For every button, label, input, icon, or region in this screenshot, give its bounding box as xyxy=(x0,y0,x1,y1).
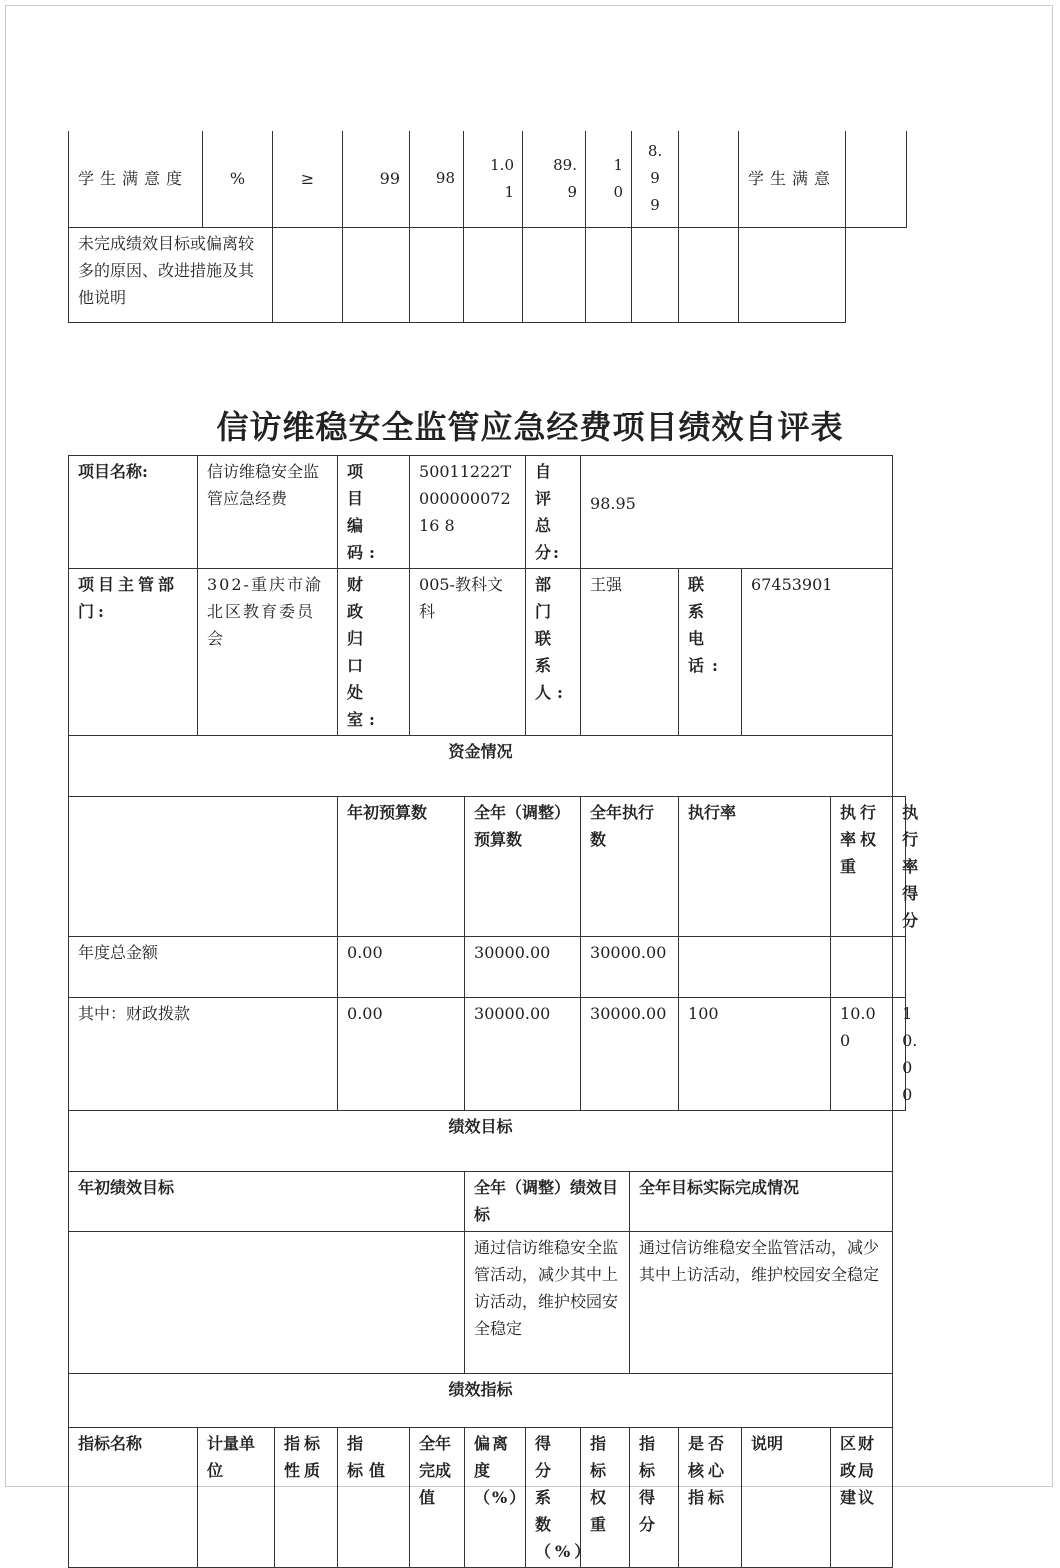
indicator-operator: ≥ xyxy=(273,131,343,227)
finance-office-value: 005-教科文科 xyxy=(410,569,526,736)
ind-header-coefficient: 得分系数（%） xyxy=(526,1428,581,1568)
ind-header-suggestion: 区财政局建议 xyxy=(831,1428,893,1568)
department-label: 项目主管部门: xyxy=(69,569,198,736)
project-name-label: 项目名称: xyxy=(69,456,198,569)
funds-row-label: 年度总金额 xyxy=(69,937,338,998)
self-score-value: 98.95 xyxy=(581,456,893,569)
ind-header-nature: 指标性质 xyxy=(275,1428,338,1568)
table-row xyxy=(69,131,907,227)
phone-value: 67453901 xyxy=(742,569,893,736)
page-title: 信访维稳安全监管应急经费项目绩效自评表 xyxy=(216,408,844,446)
funds-row-label: 其中：财政拨款 xyxy=(69,998,338,1111)
funds-section-header: 资金情况 xyxy=(69,736,893,797)
table-row xyxy=(69,569,906,736)
indicator-coefficient: 89.9 xyxy=(523,131,586,227)
funds-header-blank xyxy=(69,797,338,937)
table-row xyxy=(69,937,906,998)
funds-row-initial: 0.00 xyxy=(338,937,465,998)
remarks-cell xyxy=(632,227,679,322)
funds-row-executed: 30000.00 xyxy=(581,998,679,1111)
self-evaluation-table xyxy=(68,455,923,1568)
indicator-suggestion xyxy=(846,131,907,227)
indicator-actual: 98 xyxy=(410,131,464,227)
indicator-score: 8.99 xyxy=(632,131,679,227)
funds-header-rate: 执行率 xyxy=(679,797,831,937)
table-row xyxy=(69,1111,906,1172)
project-code-value: 50011222T00000007216 8 xyxy=(410,456,526,569)
ind-header-value: 指 标值 xyxy=(338,1428,410,1568)
goals-header-actual: 全年目标实际完成情况 xyxy=(630,1172,893,1232)
remarks-cell xyxy=(523,227,586,322)
indicators-section-header: 绩效指标 xyxy=(69,1374,893,1428)
goals-header-initial: 年初绩效目标 xyxy=(69,1172,465,1232)
funds-row-adjusted: 30000.00 xyxy=(465,937,581,998)
goals-adjusted-value: 通过信访维稳安全监管活动，减少其中上访活动，维护校园安全稳定 xyxy=(465,1232,630,1374)
funds-row-adjusted: 30000.00 xyxy=(465,998,581,1111)
remarks-label: 未完成绩效目标或偏离较多的原因、改进措施及其他说明 xyxy=(69,227,273,322)
funds-header-adjusted: 全年（调整）预算数 xyxy=(465,797,581,937)
goals-actual-value: 通过信访维稳安全监管活动，减少其中上访活动，维护校园安全稳定 xyxy=(630,1232,893,1374)
indicator-note: 学生满意 xyxy=(739,131,846,227)
funds-header-executed: 全年执行数 xyxy=(581,797,679,937)
phone-label: 联 系 电 话: xyxy=(679,569,742,736)
ind-header-deviation: 偏离度（%） xyxy=(465,1428,526,1568)
table-row xyxy=(69,736,906,797)
indicator-unit: % xyxy=(203,131,273,227)
remarks-cell xyxy=(410,227,464,322)
department-value: 302-重庆市渝北区教育委员会 xyxy=(198,569,338,736)
ind-header-score: 指标得分 xyxy=(630,1428,679,1568)
funds-header-score: 执行率得分 xyxy=(893,797,906,937)
goals-initial-value xyxy=(69,1232,465,1374)
indicator-deviation: 1.01 xyxy=(464,131,523,227)
remarks-cell xyxy=(343,227,410,322)
table-row xyxy=(69,1232,906,1374)
table-row xyxy=(69,456,906,569)
funds-row-weight xyxy=(831,937,893,998)
ind-header-name: 指标名称 xyxy=(69,1428,198,1568)
remarks-cell xyxy=(464,227,523,322)
funds-row-score: 10.00 xyxy=(893,998,906,1111)
table-row xyxy=(69,1172,906,1232)
indicator-weight: 10 xyxy=(586,131,632,227)
indicator-target: 99 xyxy=(343,131,410,227)
table-row xyxy=(69,227,907,322)
ind-header-note: 说明 xyxy=(742,1428,831,1568)
remarks-cell xyxy=(586,227,632,322)
table-row xyxy=(69,1428,906,1568)
indicator-table-continued xyxy=(68,131,907,323)
remarks-cell xyxy=(739,227,846,322)
ind-header-weight: 指标权重 xyxy=(581,1428,630,1568)
table-row xyxy=(69,1374,906,1428)
self-score-label: 自 评 总分: xyxy=(526,456,581,569)
funds-row-executed: 30000.00 xyxy=(581,937,679,998)
table-row xyxy=(69,998,906,1111)
project-code-label: 项 目 编码: xyxy=(338,456,410,569)
contact-person-value: 王强 xyxy=(581,569,679,736)
project-name-value: 信访维稳安全监管应急经费 xyxy=(198,456,338,569)
remarks-cell xyxy=(273,227,343,322)
table-row xyxy=(69,797,906,937)
contact-person-label: 部 门 联 系 人: xyxy=(526,569,581,736)
ind-header-unit: 计量单位 xyxy=(198,1428,275,1568)
funds-row-score xyxy=(893,937,906,998)
funds-row-initial: 0.00 xyxy=(338,998,465,1111)
indicator-name: 学生满意度 xyxy=(69,131,203,227)
goals-section-header: 绩效目标 xyxy=(69,1111,893,1172)
goals-header-adjusted: 全年（调整）绩效目标 xyxy=(465,1172,630,1232)
funds-header-initial: 年初预算数 xyxy=(338,797,465,937)
funds-row-rate: 100 xyxy=(679,998,831,1111)
remarks-cell xyxy=(679,227,739,322)
finance-office-label: 财 政 归 口 处室: xyxy=(338,569,410,736)
indicator-core xyxy=(679,131,739,227)
ind-header-core: 是否核心指标 xyxy=(679,1428,742,1568)
funds-row-weight: 10.00 xyxy=(831,998,893,1111)
funds-header-weight: 执行率权重 xyxy=(831,797,893,937)
funds-row-rate xyxy=(679,937,831,998)
ind-header-completed: 全年完成值 xyxy=(410,1428,465,1568)
